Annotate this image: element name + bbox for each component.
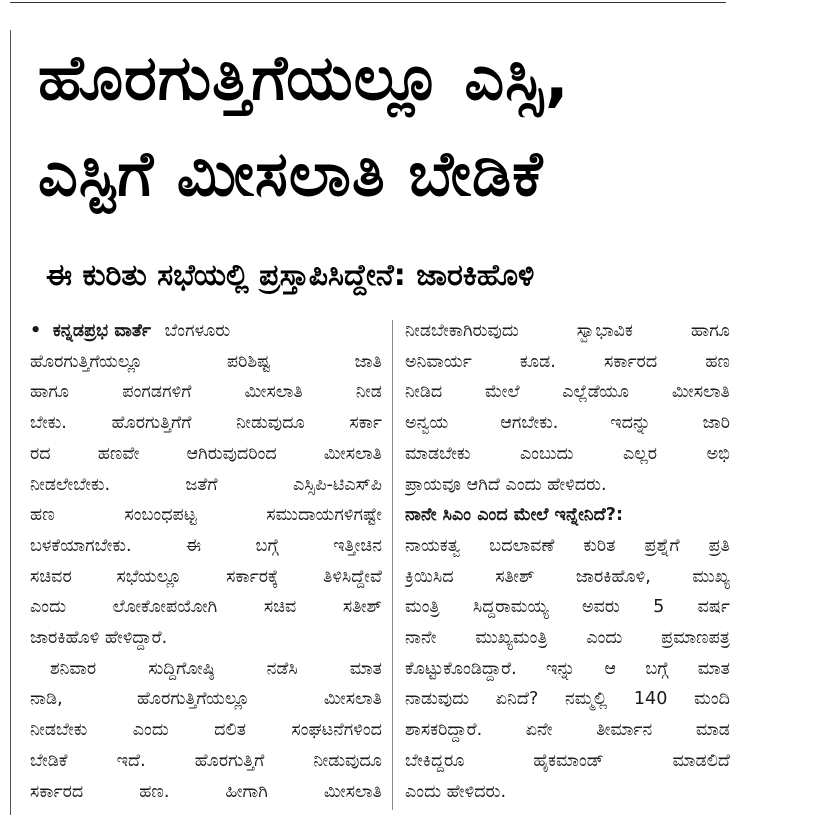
article-line: ಬೇಡಿಕೆ ಇದೆ. ಹೊರಗುತ್ತಿಗೆ ನೀಡುವುದೂ: [30, 750, 382, 771]
article-line: ಅನ್ವಯ ಆಗಬೇಕು. ಇದನ್ನು ಜಾರಿ: [405, 413, 730, 434]
article-line: ನೀಡಲೇಬೇಕು. ಜತೆಗೆ ಎಸ್ಸಿಪಿ-ಟಿಎಸ್‌ಪಿ: [30, 474, 382, 495]
article-line: ಹೊರಗುತ್ತಿಗೆಯಲ್ಲೂ ಪರಿಶಿಷ್ಟ ಜಾತಿ: [30, 351, 382, 372]
article-line: ಬಳಕೆಯಾಗಬೇಕು. ಈ ಬಗ್ಗೆ ಇತ್ತೀಚಿನ: [30, 535, 382, 556]
article-line: ನಾಡಿ, ಹೊರಗುತ್ತಿಗೆಯಲ್ಲೂ ಮೀಸಲಾತಿ: [30, 689, 382, 710]
article-line: ಮಂತ್ರಿ ಸಿದ್ದರಾಮಯ್ಯ ಅವರು 5 ವರ್ಷ: [405, 597, 730, 618]
article-line: ಸರ್ಕಾರದ ಹಣ. ಹೀಗಾಗಿ ಮೀಸಲಾತಿ: [30, 781, 382, 802]
section-subheading: ನಾನೇ ಸಿಎಂ ಎಂದ ಮೇಲೆ ಇನ್ನೇನಿದೆ?:: [405, 505, 623, 526]
article-line: ಹಾಗೂ ಪಂಗಡಗಳಿಗೆ ಮೀಸಲಾತಿ ನೀಡ: [30, 382, 382, 403]
byline-bullet: •: [30, 321, 42, 341]
headline-line-1: ಹೊರಗುತ್ತಿಗೆಯಲ್ಲೂ ಎಸ್ಸಿ,: [38, 41, 570, 114]
article-line: ಎಂದು ಹೇಳಿದರು.: [405, 781, 507, 802]
article-line: ನಾಡುವುದು ಏನಿದೆ? ನಮ್ಮಲ್ಲಿ 140 ಮಂದಿ: [405, 689, 730, 710]
article-line: ನಾಯಕತ್ವ ಬದಲಾವಣೆ ಕುರಿತ ಪ್ರಶ್ನೆಗೆ ಪ್ರತಿ: [405, 535, 730, 556]
byline: [30, 316, 382, 347]
article-line: ನೀಡಬೇಕಾಗಿರುವುದು ಸ್ವಾಭಾವಿಕ ಹಾಗೂ: [405, 321, 730, 341]
article-line: ರದ ಹಣವೇ ಆಗಿರುವುದರಿಂದ ಮೀಸಲಾತಿ: [30, 443, 382, 464]
article-line: ನಾನೇ ಮುಖ್ಯಮಂತ್ರಿ ಎಂದು ಪ್ರಮಾಣಪತ್ರ: [405, 628, 730, 649]
byline-source: ಕನ್ನಡಪ್ರಭ ವಾರ್ತೆ: [52, 321, 151, 341]
article-line: ಹಣ ಸಂಬಂಧಪಟ್ಟ ಸಮುದಾಯಗಳಿಗಷ್ಟೇ: [30, 505, 382, 526]
article-line: ಕೊಟ್ಟುಕೊಂಡಿದ್ದಾರೆ. ಇನ್ನು ಆ ಬಗ್ಗೆ ಮಾತ: [405, 658, 730, 679]
article-column-right: [405, 316, 730, 807]
headline: [38, 30, 738, 222]
article-line: ಅನಿವಾರ್ಯ ಕೂಡ. ಸರ್ಕಾರದ ಹಣ: [405, 351, 730, 372]
article-line: ನೀಡಿದ ಮೇಲೆ ಎಲ್ಲೆಡೆಯೂ ಮೀಸಲಾತಿ: [405, 382, 730, 403]
top-rule: [10, 2, 726, 3]
article-line: ನೀಡಬೇಕು ಎಂದು ದಲಿತ ಸಂಘಟನೆಗಳಿಂದ: [30, 720, 382, 741]
column-divider: [392, 320, 393, 810]
article-line: ಮಾಡಬೇಕು ಎಂಬುದು ಎಲ್ಲರ ಅಭಿ: [405, 443, 730, 464]
article-line: ಬೇಕಿದ್ದರೂ ಹೈಕಮಾಂಡ್ ಮಾಡಲಿದೆ: [405, 750, 730, 771]
article-line: ಪ್ರಾಯವೂ ಆಗಿದೆ ಎಂದು ಹೇಳಿದರು.: [405, 474, 607, 495]
article-column-left: [30, 316, 382, 807]
article-line: ಕ್ರಿಯಿಸಿದ ಸತೀಶ್ ಜಾರಕಿಹೊಳಿ, ಮುಖ್ಯ: [405, 566, 730, 587]
article-line: ಶನಿವಾರ ಸುದ್ದಿಗೋಷ್ಠಿ ನಡೆಸಿ ಮಾತ: [50, 658, 382, 679]
article-line: ಎಂದು ಲೋಕೋಪಯೋಗಿ ಸಚಿವ ಸತೀಶ್: [30, 597, 382, 618]
headline-line-2: ಎಸ್ಟಿಗೆ ಮೀಸಲಾತಿ ಬೇಡಿಕೆ: [38, 137, 544, 210]
article-line: ಜಾರಕಿಹೊಳಿ ಹೇಳಿದ್ದಾರೆ.: [30, 628, 168, 649]
article-line: ಸಚಿವರ ಸಭೆಯಲ್ಲೂ ಸರ್ಕಾರಕ್ಕೆ ತಿಳಿಸಿದ್ದೇವೆ: [30, 566, 382, 587]
byline-place: ಬೆಂಗಳೂರು: [164, 321, 231, 341]
article-line: ಶಾಸಕರಿದ್ದಾರೆ. ಏನೇ ತೀರ್ಮಾನ ಮಾಡ: [405, 720, 730, 741]
left-margin-rule: [10, 30, 11, 815]
subheadline: ಈ ಕುರಿತು ಸಭೆಯಲ್ಲಿ ಪ್ರಸ್ತಾಪಿಸಿದ್ದೇನೆ: ಜಾರಕಿಹೊಳಿ: [46, 258, 535, 293]
article-line: ಬೇಕು. ಹೊರಗುತ್ತಿಗೆಗೆ ನೀಡುವುದೂ ಸರ್ಕಾ: [30, 413, 382, 434]
